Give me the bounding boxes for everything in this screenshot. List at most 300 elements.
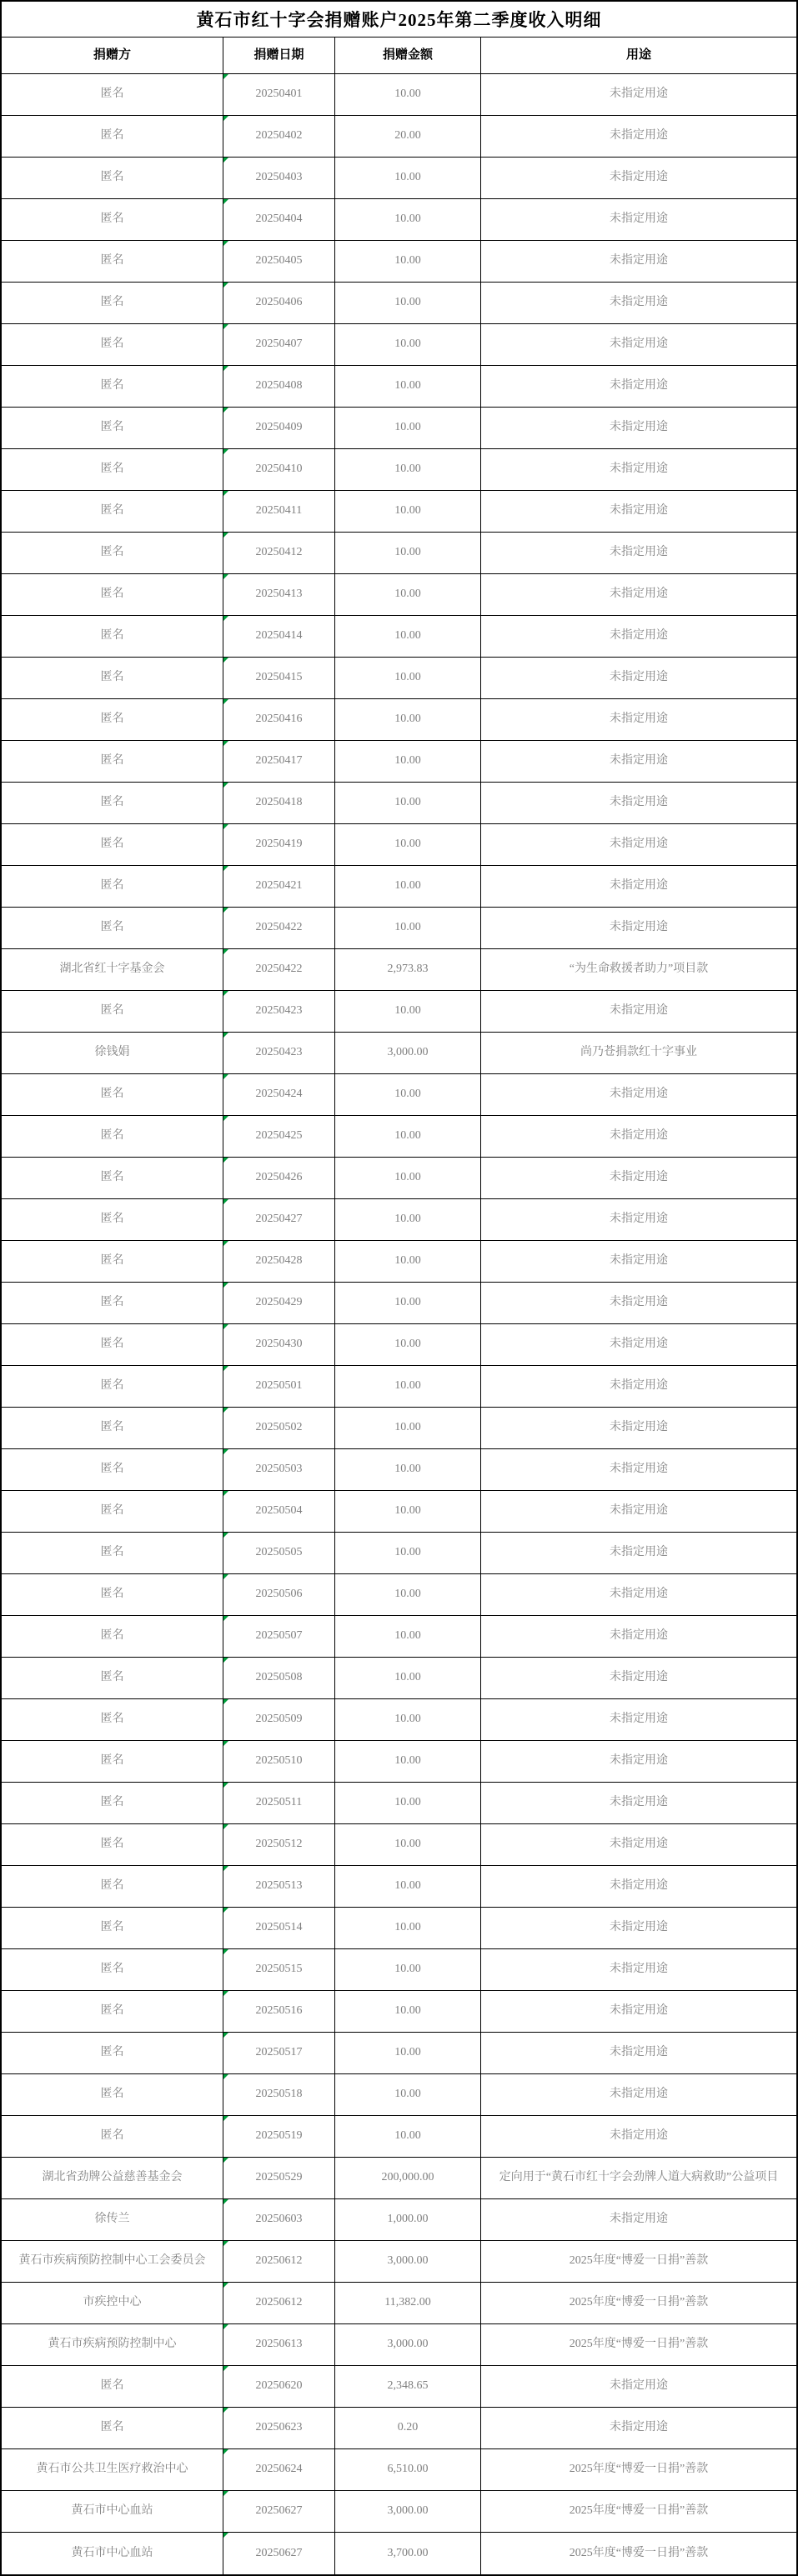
column-header-amount: 捐赠金额 [335, 38, 481, 74]
date-cell [223, 2199, 335, 2241]
date-cell [223, 2033, 335, 2074]
table-row [2, 158, 796, 199]
text-format-flag-icon [223, 283, 228, 288]
donor-cell: 匿名 [2, 1283, 223, 1324]
text-format-flag-icon [223, 2199, 228, 2204]
text-format-flag-icon [223, 2033, 228, 2038]
table-row [2, 1866, 796, 1908]
amount-cell: 10.00 [335, 199, 481, 241]
text-format-flag-icon [223, 908, 228, 913]
purpose-cell: 未指定用途 [481, 324, 796, 366]
purpose-cell: 未指定用途 [481, 616, 796, 658]
table-row [2, 1533, 796, 1574]
text-format-flag-icon [223, 1991, 228, 1996]
donor-cell: 匿名 [2, 1908, 223, 1949]
table-row [2, 1449, 796, 1491]
purpose-cell: 未指定用途 [481, 1616, 796, 1658]
donor-cell: 匿名 [2, 2074, 223, 2116]
table-row [2, 2033, 796, 2074]
amount-cell: 10.00 [335, 699, 481, 741]
date-value: 20250627 [255, 2504, 303, 2518]
purpose-cell: 未指定用途 [481, 824, 796, 866]
amount-cell: 1,000.00 [335, 2199, 481, 2241]
purpose-cell: 未指定用途 [481, 241, 796, 283]
date-cell [223, 1491, 335, 1533]
donor-cell: 匿名 [2, 1991, 223, 2033]
donor-cell: 匿名 [2, 1741, 223, 1783]
purpose-cell: 未指定用途 [481, 2116, 796, 2158]
purpose-cell: 2025年度“博爱一日捐”善款 [481, 2491, 796, 2533]
donor-cell: 徐传兰 [2, 2199, 223, 2241]
date-cell [223, 1199, 335, 1241]
date-value: 20250517 [255, 2046, 303, 2059]
amount-cell: 10.00 [335, 783, 481, 824]
donor-cell: 匿名 [2, 1616, 223, 1658]
date-cell [223, 824, 335, 866]
text-format-flag-icon [223, 2366, 228, 2371]
purpose-cell: 未指定用途 [481, 533, 796, 574]
text-format-flag-icon [223, 1866, 228, 1871]
purpose-cell: 未指定用途 [481, 199, 796, 241]
donor-cell: 匿名 [2, 1408, 223, 1449]
amount-cell: 10.00 [335, 741, 481, 783]
date-value: 20250429 [255, 1296, 303, 1309]
date-cell [223, 1283, 335, 1324]
date-cell [223, 2074, 335, 2116]
donor-cell: 匿名 [2, 1533, 223, 1574]
purpose-cell: 未指定用途 [481, 2408, 796, 2449]
amount-cell: 10.00 [335, 2033, 481, 2074]
text-format-flag-icon [223, 2074, 228, 2079]
date-value: 20250503 [255, 1463, 303, 1476]
date-value: 20250623 [255, 2421, 303, 2434]
date-cell [223, 2241, 335, 2283]
date-cell [223, 1824, 335, 1866]
table-row [2, 1366, 796, 1408]
donor-cell: 匿名 [2, 866, 223, 908]
amount-cell: 10.00 [335, 1366, 481, 1408]
date-value: 20250423 [255, 1004, 303, 1018]
date-value: 20250504 [255, 1504, 303, 1518]
date-value: 20250405 [255, 254, 303, 268]
donor-cell: 匿名 [2, 283, 223, 324]
purpose-cell: 未指定用途 [481, 1991, 796, 2033]
table-row [2, 574, 796, 616]
date-value: 20250506 [255, 1588, 303, 1601]
donor-cell: 黄石市公共卫生医疗救治中心 [2, 2449, 223, 2491]
purpose-cell: 未指定用途 [481, 1324, 796, 1366]
text-format-flag-icon [223, 1824, 228, 1829]
date-value: 20250505 [255, 1546, 303, 1559]
amount-cell: 6,510.00 [335, 2449, 481, 2491]
donor-cell: 匿名 [2, 1074, 223, 1116]
amount-cell: 10.00 [335, 1699, 481, 1741]
text-format-flag-icon [223, 2324, 228, 2329]
table-row [2, 741, 796, 783]
text-format-flag-icon [223, 991, 228, 996]
table-row [2, 1616, 796, 1658]
amount-cell: 10.00 [335, 1158, 481, 1199]
text-format-flag-icon [223, 1449, 228, 1454]
text-format-flag-icon [223, 1908, 228, 1913]
date-value: 20250415 [255, 671, 303, 684]
date-cell [223, 283, 335, 324]
donor-cell: 匿名 [2, 1491, 223, 1533]
date-value: 20250424 [255, 1088, 303, 1101]
text-format-flag-icon [223, 658, 228, 663]
table-row [2, 1116, 796, 1158]
table-row [2, 2366, 796, 2408]
purpose-cell: 未指定用途 [481, 1866, 796, 1908]
table-row [2, 1033, 796, 1074]
date-value: 20250509 [255, 1713, 303, 1726]
amount-cell: 3,000.00 [335, 2491, 481, 2533]
donor-cell: 匿名 [2, 1324, 223, 1366]
table-row [2, 991, 796, 1033]
date-value: 20250413 [255, 588, 303, 601]
table-header-row [2, 38, 796, 74]
amount-cell: 10.00 [335, 1824, 481, 1866]
table-row [2, 199, 796, 241]
purpose-cell: 2025年度“博爱一日捐”善款 [481, 2324, 796, 2366]
date-value: 20250403 [255, 171, 303, 184]
text-format-flag-icon [223, 158, 228, 163]
amount-cell: 10.00 [335, 1449, 481, 1491]
donor-cell: 匿名 [2, 908, 223, 949]
date-cell [223, 1991, 335, 2033]
text-format-flag-icon [223, 449, 228, 454]
amount-cell: 3,000.00 [335, 2241, 481, 2283]
donor-cell: 黄石市中心血站 [2, 2533, 223, 2574]
table-row [2, 2491, 796, 2533]
text-format-flag-icon [223, 199, 228, 204]
date-cell [223, 2533, 335, 2574]
date-value: 20250613 [255, 2338, 303, 2351]
date-value: 20250407 [255, 338, 303, 351]
purpose-cell: 2025年度“博爱一日捐”善款 [569, 2546, 709, 2559]
table-row [2, 866, 796, 908]
amount-cell: 10.00 [335, 1741, 481, 1783]
table-row [2, 283, 796, 324]
table-row [2, 1908, 796, 1949]
text-format-flag-icon [223, 241, 228, 246]
date-value: 20250401 [255, 88, 303, 101]
table-row [2, 1241, 796, 1283]
table-row [2, 2324, 796, 2366]
date-value: 20250501 [255, 1379, 303, 1393]
date-value: 20250411 [255, 504, 303, 518]
table-row [2, 324, 796, 366]
donor-cell: 黄石市疾病预防控制中心 [2, 2324, 223, 2366]
donor-cell: 湖北省红十字基金会 [2, 949, 223, 991]
table-row [2, 1824, 796, 1866]
purpose-cell: 未指定用途 [481, 1741, 796, 1783]
text-format-flag-icon [223, 1158, 228, 1163]
donor-cell: 匿名 [2, 449, 223, 491]
amount-cell: 10.00 [335, 658, 481, 699]
table-row [2, 1408, 796, 1449]
date-value: 20250427 [255, 1213, 303, 1226]
text-format-flag-icon [223, 408, 228, 413]
purpose-cell: 未指定用途 [481, 1533, 796, 1574]
donor-cell: 匿名 [2, 491, 223, 533]
donor-cell: 匿名 [2, 1658, 223, 1699]
table-row [2, 241, 796, 283]
text-format-flag-icon [223, 2533, 228, 2538]
date-value: 20250529 [255, 2171, 303, 2184]
amount-cell: 10.00 [335, 1991, 481, 2033]
amount-cell: 10.00 [335, 491, 481, 533]
purpose-cell: 未指定用途 [481, 908, 796, 949]
purpose-cell: 未指定用途 [481, 2033, 796, 2074]
donor-cell: 匿名 [2, 1699, 223, 1741]
amount-cell: 2,973.83 [335, 949, 481, 991]
date-value: 20250414 [255, 629, 303, 643]
date-cell [223, 1408, 335, 1449]
donor-cell: 匿名 [2, 2033, 223, 2074]
amount-cell: 3,000.00 [335, 2324, 481, 2366]
table-row [2, 2449, 796, 2491]
column-header-donor: 捐赠方 [2, 38, 223, 74]
table-body [2, 74, 796, 2574]
date-value: 20250515 [255, 1963, 303, 1976]
text-format-flag-icon [223, 741, 228, 746]
table-row [2, 1158, 796, 1199]
purpose-cell: 未指定用途 [481, 1491, 796, 1533]
table-row [2, 783, 796, 824]
donor-cell: 徐钱娟 [2, 1033, 223, 1074]
text-format-flag-icon [223, 74, 228, 79]
donor-cell: 匿名 [2, 1866, 223, 1908]
date-value: 20250422 [255, 921, 303, 934]
table-row [2, 1783, 796, 1824]
amount-cell: 10.00 [335, 2116, 481, 2158]
purpose-cell: 未指定用途 [481, 741, 796, 783]
date-cell [223, 1699, 335, 1741]
date-value: 20250402 [255, 129, 303, 143]
purpose-cell: 定向用于“黄石市红十字会劲牌人道大病救助”公益项目 [481, 2158, 796, 2199]
purpose-cell: 未指定用途 [481, 1824, 796, 1866]
donor-cell: 匿名 [2, 1824, 223, 1866]
amount-cell: 10.00 [335, 1283, 481, 1324]
amount-cell: 10.00 [335, 449, 481, 491]
purpose-cell: 未指定用途 [481, 2199, 796, 2241]
donor-cell: 匿名 [2, 1241, 223, 1283]
amount-cell: 11,382.00 [335, 2283, 481, 2324]
text-format-flag-icon [223, 116, 228, 121]
column-header-purpose: 用途 [481, 38, 796, 74]
date-value: 20250511 [255, 1796, 303, 1809]
amount-cell: 10.00 [335, 1949, 481, 1991]
donor-cell: 匿名 [2, 1158, 223, 1199]
date-cell [223, 116, 335, 158]
amount-cell: 10.00 [335, 241, 481, 283]
text-format-flag-icon [223, 1408, 228, 1413]
text-format-flag-icon [223, 2241, 228, 2246]
text-format-flag-icon [223, 1574, 228, 1579]
date-cell [223, 2116, 335, 2158]
date-value: 20250612 [255, 2296, 303, 2309]
amount-cell: 10.00 [335, 1116, 481, 1158]
date-value: 20250603 [255, 2213, 303, 2226]
text-format-flag-icon [223, 866, 228, 871]
amount-cell: 10.00 [335, 283, 481, 324]
date-cell [223, 1658, 335, 1699]
amount-cell: 10.00 [335, 1616, 481, 1658]
date-cell [223, 366, 335, 408]
table-row [2, 533, 796, 574]
date-cell [223, 1116, 335, 1158]
purpose-cell: 2025年度“博爱一日捐”善款 [481, 2283, 796, 2324]
text-format-flag-icon [223, 1241, 228, 1246]
date-value: 20250620 [255, 2379, 303, 2393]
date-cell [223, 158, 335, 199]
date-cell [223, 741, 335, 783]
text-format-flag-icon [223, 1699, 228, 1704]
text-format-flag-icon [223, 2408, 228, 2413]
text-format-flag-icon [223, 1533, 228, 1538]
table-row [2, 699, 796, 741]
date-value: 20250419 [255, 838, 303, 851]
date-cell [223, 949, 335, 991]
donor-cell: 匿名 [2, 699, 223, 741]
date-cell [223, 1324, 335, 1366]
donor-cell: 匿名 [2, 116, 223, 158]
purpose-cell: 尚乃苍捐款红十字事业 [481, 1033, 796, 1074]
table-row [2, 2408, 796, 2449]
donor-cell: 匿名 [2, 324, 223, 366]
amount-cell: 10.00 [335, 2074, 481, 2116]
table-row [2, 1324, 796, 1366]
date-cell [223, 2366, 335, 2408]
date-value: 20250426 [255, 1171, 303, 1184]
date-cell [223, 2158, 335, 2199]
purpose-cell: 未指定用途 [481, 1574, 796, 1616]
date-cell [223, 866, 335, 908]
table-row [2, 2074, 796, 2116]
purpose-cell: 2025年度“博爱一日捐”善款 [481, 2449, 796, 2491]
amount-cell: 10.00 [335, 533, 481, 574]
date-cell [223, 1949, 335, 1991]
date-value: 20250519 [255, 2129, 303, 2143]
date-cell [223, 2491, 335, 2533]
donor-cell: 匿名 [2, 366, 223, 408]
date-cell [223, 241, 335, 283]
donor-cell: 黄石市中心血站 [2, 2491, 223, 2533]
date-value: 20250510 [255, 1754, 303, 1768]
purpose-cell: 未指定用途 [481, 1908, 796, 1949]
date-cell [223, 1533, 335, 1574]
table-row [2, 2158, 796, 2199]
table-row [2, 366, 796, 408]
donor-cell: 匿名 [2, 824, 223, 866]
date-cell [223, 449, 335, 491]
donor-cell: 匿名 [2, 199, 223, 241]
purpose-cell: 未指定用途 [481, 116, 796, 158]
table-row [2, 2199, 796, 2241]
amount-cell: 10.00 [335, 1408, 481, 1449]
text-format-flag-icon [223, 1949, 228, 1954]
table-row [2, 1199, 796, 1241]
amount-cell: 0.20 [335, 2408, 481, 2449]
donor-cell: 匿名 [2, 1574, 223, 1616]
date-value: 20250516 [255, 2004, 303, 2018]
purpose-cell: 未指定用途 [481, 1949, 796, 1991]
donor-cell: 匿名 [2, 1116, 223, 1158]
text-format-flag-icon [223, 574, 228, 579]
date-value: 20250514 [255, 1921, 303, 1934]
purpose-cell: 未指定用途 [481, 1366, 796, 1408]
date-value: 20250406 [255, 296, 303, 309]
amount-cell: 10.00 [335, 1199, 481, 1241]
donor-cell: 匿名 [2, 158, 223, 199]
purpose-cell: 未指定用途 [481, 2074, 796, 2116]
date-value: 20250423 [255, 1046, 303, 1059]
text-format-flag-icon [223, 1324, 228, 1329]
amount-cell: 10.00 [335, 908, 481, 949]
purpose-cell: 未指定用途 [481, 574, 796, 616]
donor-cell: 匿名 [2, 533, 223, 574]
table-row [2, 1658, 796, 1699]
donor-cell: 匿名 [2, 991, 223, 1033]
date-value: 20250410 [255, 463, 303, 476]
column-header-date: 捐赠日期 [223, 38, 335, 74]
date-value: 20250518 [255, 2088, 303, 2101]
table-row [2, 2533, 796, 2574]
date-value: 20250507 [255, 1629, 303, 1643]
amount-cell: 10.00 [335, 74, 481, 116]
purpose-cell: 未指定用途 [481, 1449, 796, 1491]
table-row [2, 1074, 796, 1116]
table-row [2, 74, 796, 116]
date-cell [223, 991, 335, 1033]
date-cell [223, 908, 335, 949]
date-value: 20250418 [255, 796, 303, 809]
amount-cell: 10.00 [335, 1658, 481, 1699]
purpose-cell: 未指定用途 [481, 449, 796, 491]
purpose-cell: 2025年度“博爱一日捐”善款 [481, 2241, 796, 2283]
text-format-flag-icon [223, 533, 228, 538]
text-format-flag-icon [223, 324, 228, 329]
table-row [2, 658, 796, 699]
purpose-cell: 未指定用途 [481, 1158, 796, 1199]
amount-cell: 10.00 [335, 408, 481, 449]
date-cell [223, 324, 335, 366]
text-format-flag-icon [223, 1741, 228, 1746]
amount-cell: 2,348.65 [335, 2366, 481, 2408]
text-format-flag-icon [223, 1658, 228, 1663]
date-cell [223, 1866, 335, 1908]
amount-cell: 20.00 [335, 116, 481, 158]
date-cell [223, 616, 335, 658]
text-format-flag-icon [223, 699, 228, 704]
donor-cell: 匿名 [2, 1366, 223, 1408]
table-row [2, 1741, 796, 1783]
purpose-cell: 未指定用途 [481, 366, 796, 408]
date-value: 20250508 [255, 1671, 303, 1684]
date-value: 20250412 [255, 546, 303, 559]
date-cell [223, 1783, 335, 1824]
donor-cell: 湖北省劲牌公益慈善基金会 [2, 2158, 223, 2199]
purpose-cell: 未指定用途 [481, 1699, 796, 1741]
date-cell [223, 574, 335, 616]
amount-cell: 10.00 [335, 1324, 481, 1366]
date-value: 20250502 [255, 1421, 303, 1434]
amount-cell: 3,000.00 [335, 1033, 481, 1074]
purpose-cell: 未指定用途 [481, 1116, 796, 1158]
date-value: 20250513 [255, 1879, 303, 1893]
purpose-cell: 未指定用途 [481, 158, 796, 199]
